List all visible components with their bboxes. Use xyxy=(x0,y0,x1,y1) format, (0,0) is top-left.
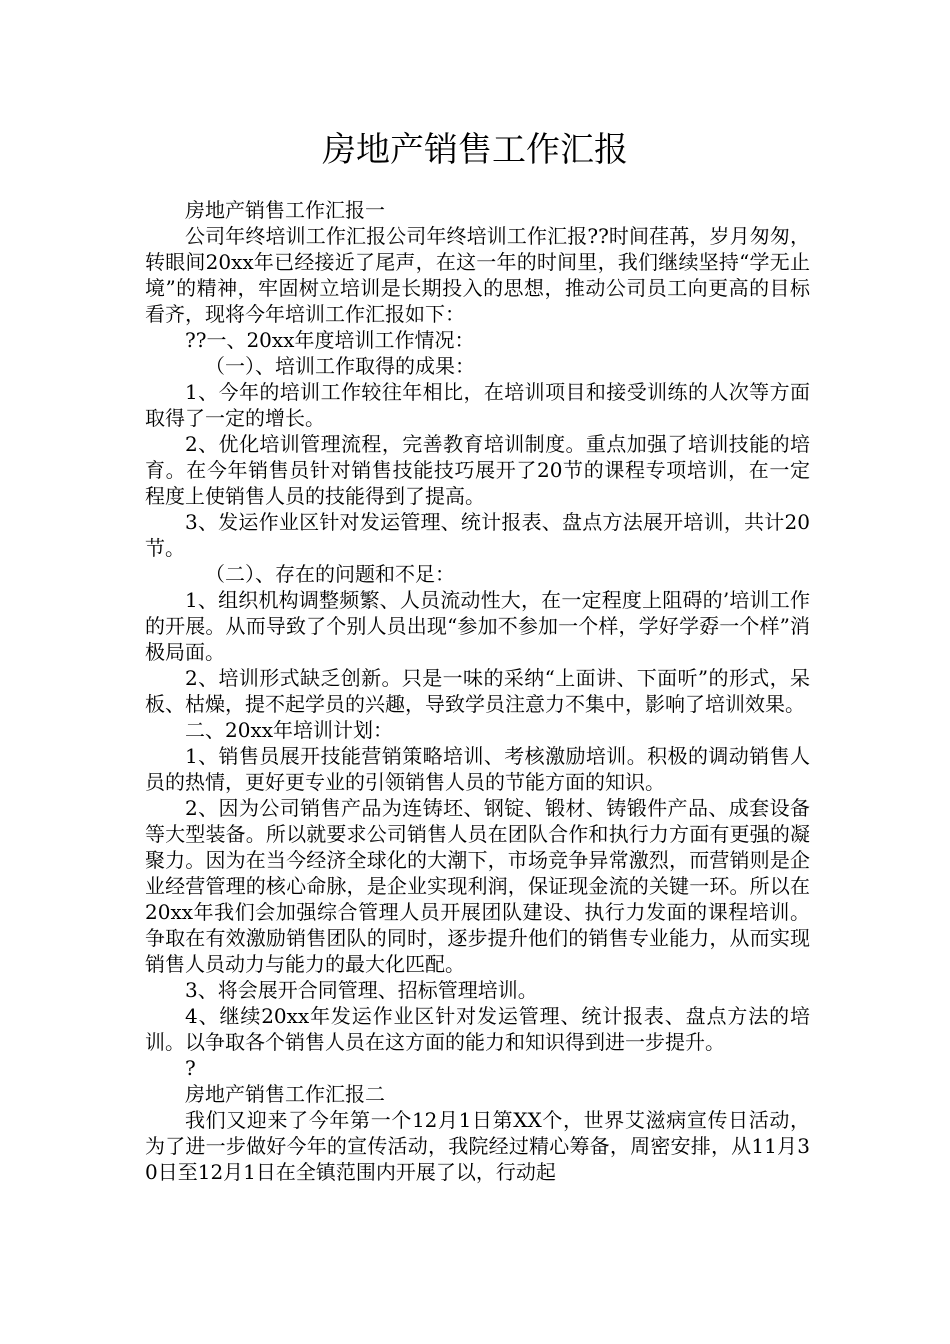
paragraph: 1、今年的培训工作较往年相比，在培训项目和接受训练的人次等方面取得了一定的增长。 xyxy=(145,380,810,430)
paragraph: 2、培训形式缺乏创新。只是一味的采纳“上面讲、下面听”的形式，呆板、枯燥，提不起学员的兴趣，导致学员注意力不集中，影响了培训效果。 xyxy=(145,666,810,716)
paragraph: 1、组织机构调整频繁、人员流动性大，在一定程度上阻碍的’培训工作的开展。从而导致了个别人员出现“参加不参加一个样，学好学孬一个样”消极局面。 xyxy=(145,588,810,664)
paragraph: 3、发运作业区针对发运管理、统计报表、盘点方法展开培训，共计20节。 xyxy=(145,510,810,560)
paragraph: 2、因为公司销售产品为连铸坯、钢锭、锻材、铸锻件产品、成套设备等大型装备。所以就要求公司销售人员在团队合作和执行力方面有更强的凝聚力。因为在当今经济全球化的大潮下，市场竞争异常激烈，而营销则是企业经营管理的核心命脉，是企业实现利润，保证现金流的关键一环。所以在20xx年我们会加强综合管理人员开展团队建设、执行力发面的课程培训。争取在有效激励销售团队的同时，逐步提升他们的销售专业能力，从而实现销售人员动力与能力的最大化匹配。 xyxy=(145,796,810,976)
paragraph: 我们又迎来了今年第一个12月1日第XX个，世界艾滋病宣传日活动，为了进一步做好今年的宣传活动，我院经过精心筹备，周密安排，从11月30日至12月1日在全镇范围内开展了以，行动起 xyxy=(145,1108,810,1184)
subheading: （一）、培训工作取得的成果： xyxy=(205,354,475,378)
section-heading-1: 房地产销售工作汇报一 xyxy=(185,198,385,222)
paragraph: ? xyxy=(185,1056,196,1080)
paragraph: 二、20xx年培训计划： xyxy=(185,718,394,742)
paragraph: 2、优化培训管理流程，完善教育培训制度。重点加强了培训技能的培育。在今年销售员针对销售技能技巧展开了20节的课程专项培训，在一定程度上使销售人员的技能得到了提高。 xyxy=(145,432,810,508)
paragraph: 公司年终培训工作汇报公司年终培训工作汇报??时间荏苒，岁月匆匆，转眼间20xx年已经接近了尾声，在这一年的时间里，我们继续坚持“学无止境”的精神，牢固树立培训是长期投入的思想，推动公司员工向更高的目标看齐，现将今年培训工作汇报如下： xyxy=(145,224,810,326)
paragraph: 3、将会展开合同管理、招标管理培训。 xyxy=(185,978,538,1002)
paragraph: 1、销售员展开技能营销策略培训、考核激励培训。积极的调动销售人员的热情，更好更专业的引领销售人员的节能方面的知识。 xyxy=(145,744,810,794)
subheading: （二）、存在的问题和不足： xyxy=(205,562,455,586)
document-body xyxy=(145,197,810,1185)
paragraph: 4、继续20xx年发运作业区针对发运管理、统计报表、盘点方法的培训。以争取各个销售人员在这方面的能力和知识得到进一步提升。 xyxy=(145,1004,810,1054)
document-title: 房地产销售工作汇报 xyxy=(322,130,628,170)
paragraph: ??一、20xx年度培训工作情况： xyxy=(185,328,475,352)
section-heading-2: 房地产销售工作汇报二 xyxy=(185,1082,385,1106)
